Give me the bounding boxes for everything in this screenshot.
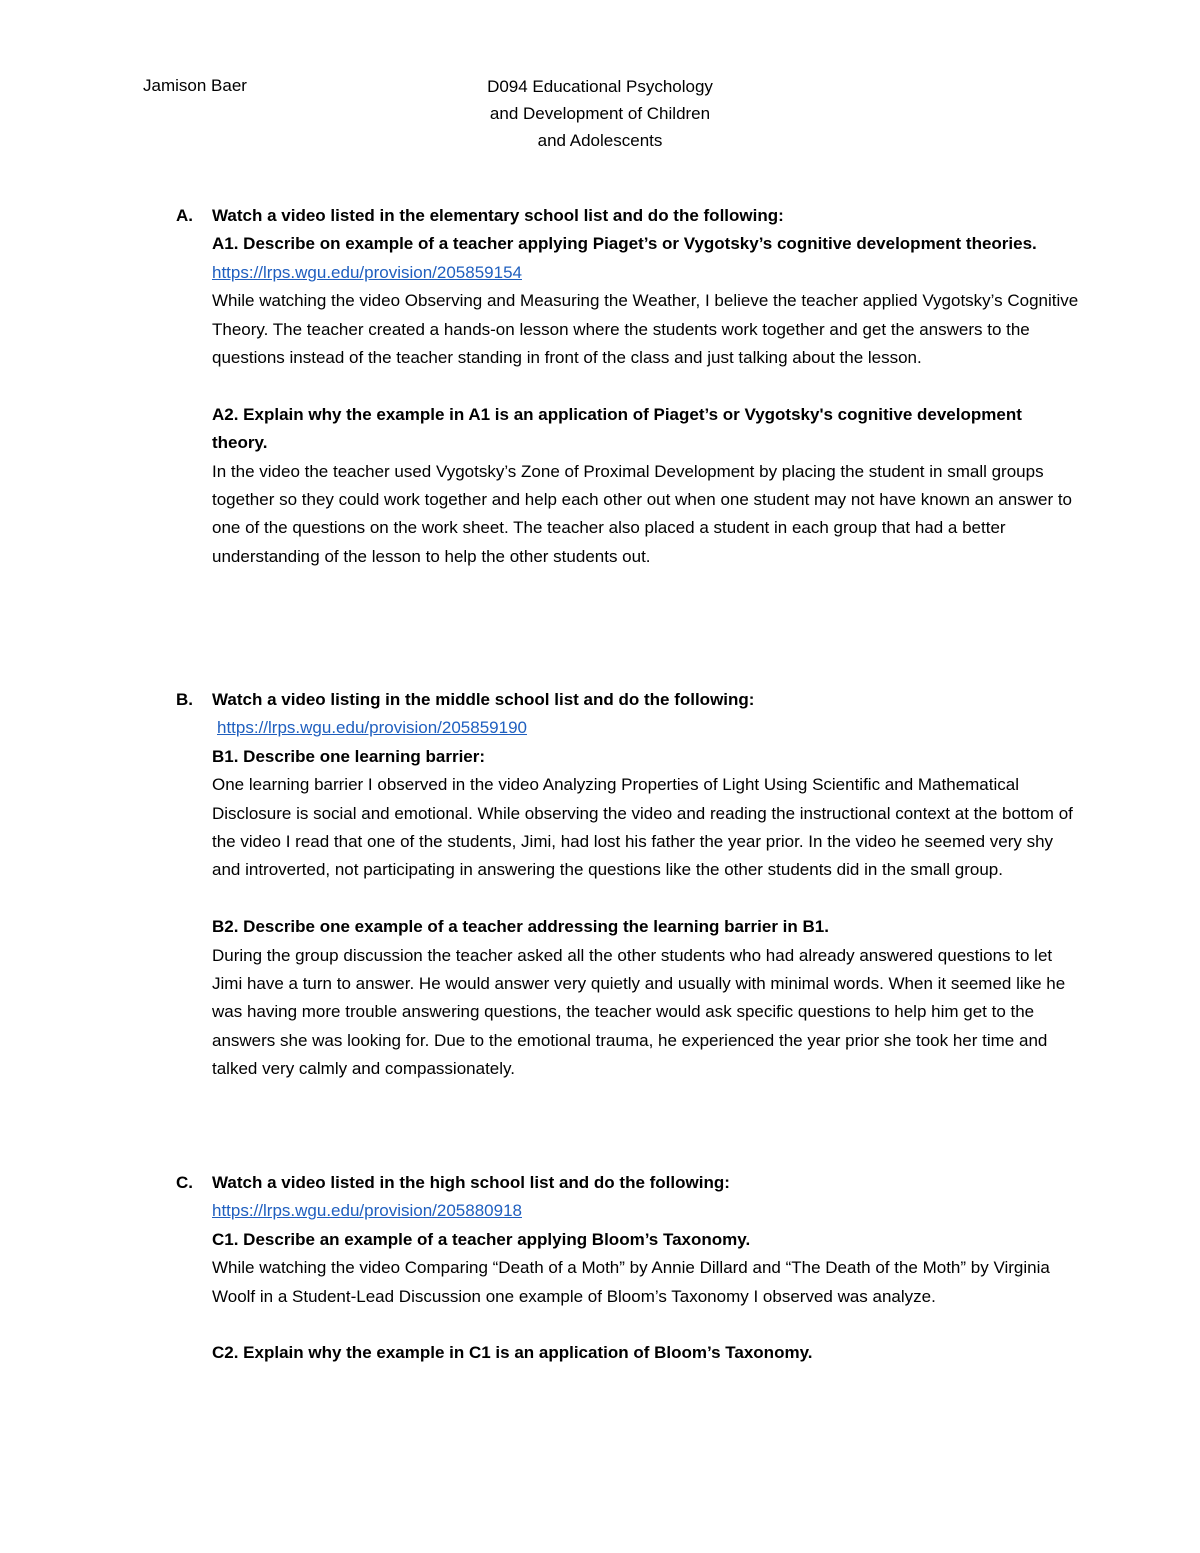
section-heading: Watch a video listed in the elementary school list and do the following: [212,206,784,225]
section-heading: Watch a video listed in the high school list and do the following: [212,1173,730,1192]
question-a2: A2. Explain why the example in A1 is an application of Piaget’s or Vygotsky's cognitive development theory. [212,404,1022,453]
course-title-line: and Development of Children [489,104,711,123]
answer-c1: While watching the video Comparing “Death of a Moth” by Annie Dillard and “The Death of the Moth” by Virginia Woolf in a Student-Lead Discussion one example of Bloom’s Taxonomy I observed was analyze. [212,1258,1050,1306]
author-name: Jamison Baer [143,76,247,95]
video-link-b[interactable]: https://lrps.wgu.edu/provision/205859190 [217,718,527,738]
course-title-line: D094 Educational Psychology [487,77,713,96]
course-title-line: and Adolescents [537,131,663,150]
video-link-c[interactable]: https://lrps.wgu.edu/provision/205880918 [212,1201,522,1221]
question-c2: C2. Explain why the example in C1 is an application of Bloom’s Taxonomy. [212,1343,813,1363]
section-letter: C. [176,1173,193,1192]
section-heading: Watch a video listing in the middle school list and do the following: [212,690,755,709]
answer-b1: One learning barrier I observed in the video Analyzing Properties of Light Using Scientific and Mathematical Disclosure is social and emotional. While observing the video and reading the instructional context at the bottom of the video I read that one of the students, Jimi, had lost his father the year prior. In the video he seemed very shy and introverted, not participating in answering the questions like the other students did in the small group. [212,775,1073,880]
answer-a1: While watching the video Observing and Measuring the Weather, I believe the teacher applied Vygotsky’s Cognitive Theory. The teacher created a hands-on lesson where the students work together and get the answers to the questions instead of the teacher standing in front of the class and just talking about the lesson. [212,291,1079,368]
section-letter: A. [176,206,193,225]
question-a1: A1. Describe on example of a teacher applying Piaget’s or Vygotsky’s cognitive development theories. [212,234,1037,254]
answer-b2: During the group discussion the teacher asked all the other students who had already answered questions to let Jimi have a turn to answer. He would answer very quietly and usually with minimal words. When it seemed like he was having more trouble answering questions, the teacher would ask specific questions to help him get to the answers she was looking for. Due to the emotional trauma, he experienced the year prior she took her time and talked very calmly and compassionately. [212,945,1066,1079]
section-body [212,686,1080,1084]
course-title [400,73,800,154]
question-b2: B2. Describe one example of a teacher addressing the learning barrier in B1. [212,917,829,937]
question-c1: C1. Describe an example of a teacher applying Bloom’s Taxonomy. [212,1229,751,1249]
section-body [212,202,1080,571]
video-link-a[interactable]: https://lrps.wgu.edu/provision/205859154 [212,262,522,282]
section-letter: B. [176,690,193,709]
section-body [212,1169,1080,1368]
question-b1: B1. Describe one learning barrier: [212,746,486,766]
answer-a2: In the video the teacher used Vygotsky’s Zone of Proximal Development by placing the student in small groups together so they could work together and help each other out when one student may not have known an answer to one of the questions on the work sheet. The teacher also placed a student in each group that had a better understanding of the lesson to help the other students out. [212,461,1073,566]
